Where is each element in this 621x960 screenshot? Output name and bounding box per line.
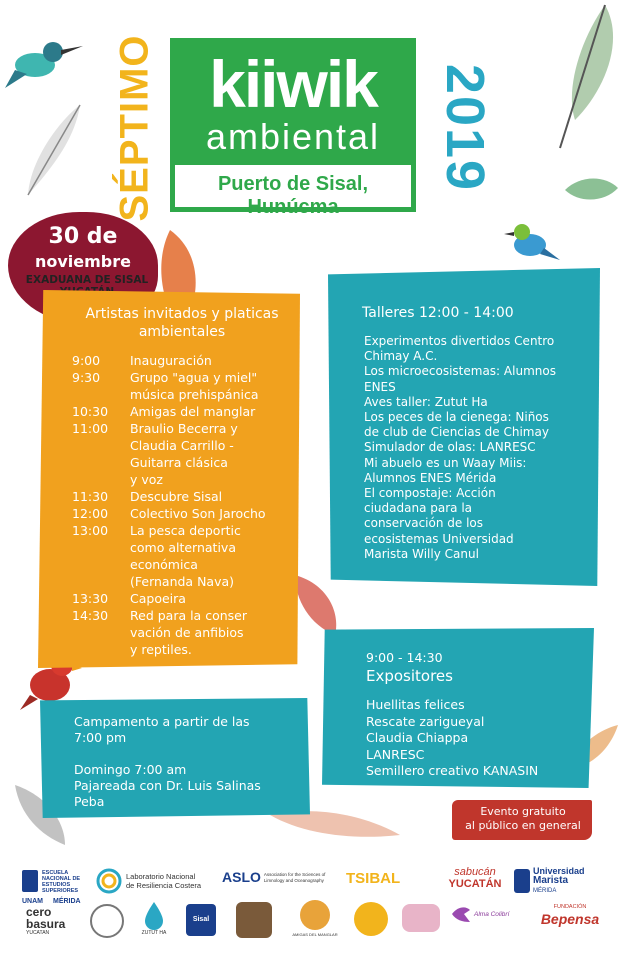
aslo-logo: [222, 869, 342, 885]
artistas-schedule: [72, 352, 302, 658]
campamento-text: [74, 714, 304, 810]
schedule-row: [72, 573, 302, 590]
taller-line: Los peces de la cienega: Niños: [364, 410, 549, 425]
schedule-activity: (Fernanda Nava): [130, 574, 235, 589]
campamento-line2: 7:00 pm: [74, 730, 127, 745]
sisal-label: Sisal: [192, 916, 210, 923]
lab-line2: de Resiliencia Costera: [126, 881, 202, 890]
schedule-row: [72, 437, 302, 454]
schedule-row: [72, 488, 302, 505]
free-event-text: [456, 805, 590, 833]
sabucan-bottom: YUCATÁN: [448, 878, 502, 890]
enes-line2: NACIONAL DE: [42, 876, 81, 882]
schedule-activity: Red para la conser: [130, 608, 247, 623]
schedule-row: [72, 369, 302, 386]
expositores-title: Expositores: [366, 667, 453, 685]
event-place: Puerto de Sisal, Hunúcma: [217, 173, 369, 218]
schedule-time: 13:00: [72, 523, 109, 538]
sisal-logo: [186, 904, 216, 936]
schedule-activity: Colectivo Son Jarocho: [130, 506, 266, 521]
schedule-activity: como alternativa: [130, 540, 236, 555]
seal-logo-1: [90, 904, 124, 938]
schedule-time: 13:30: [72, 591, 109, 606]
campamento-line5: Peba: [74, 794, 105, 809]
schedule-time: 14:30: [72, 608, 109, 623]
schedule-row: [72, 471, 302, 488]
marista-m-icon: [514, 869, 530, 893]
feather-decoration-topright: [545, 0, 621, 150]
seal-logo-3: [354, 902, 388, 936]
badge-line2: al público en general: [465, 819, 581, 832]
schedule-row: [72, 590, 302, 607]
cero-label: cero: [26, 905, 52, 919]
taller-line: Experimentos divertidos Centro: [364, 334, 555, 348]
schedule-row: [72, 522, 302, 539]
cero-basura-logo: [26, 906, 65, 936]
lab-line1: Laboratorio Nacional: [126, 872, 196, 881]
talleres-title: Talleres 12:00 - 14:00: [362, 305, 514, 321]
schedule-activity: Amigas del manglar: [130, 404, 256, 419]
zutut-label: ZUTUT HA: [141, 930, 167, 936]
taller-line: ciudadana para la: [364, 501, 473, 516]
unam-enes-logo: [22, 870, 92, 906]
lanresc-logo: [96, 868, 216, 894]
schedule-time: [72, 556, 130, 573]
taller-line: Los microecosistemas: Alumnos: [364, 364, 556, 379]
expositores-time: 9:00 - 14:30: [366, 650, 443, 665]
expositores-list: [366, 697, 586, 780]
bepensa-label: Bepensa: [540, 911, 600, 927]
schedule-activity: La pesca deportic: [130, 523, 241, 538]
alma-label: Alma Colibrí: [474, 910, 510, 918]
schedule-activity: Guitarra clásica: [130, 455, 228, 470]
schedule-activity: económica: [130, 557, 198, 572]
schedule-activity: Capoeira: [130, 591, 186, 606]
schedule-row: [72, 556, 302, 573]
expositor-item: LANRESC: [366, 746, 425, 762]
zutut-ha-logo: [136, 900, 172, 936]
edition-label: SÉPTIMO: [112, 33, 157, 222]
badge-line1: Evento gratuito: [480, 805, 566, 818]
bird-perched-icon: [500, 210, 560, 270]
expositor-item: Rescate zarigueyal: [366, 713, 485, 729]
schedule-activity: y voz: [130, 472, 163, 487]
schedule-time: [72, 386, 130, 403]
taller-line: ENES: [364, 379, 396, 394]
venue-line1: EXADUANA DE SISAL: [25, 274, 149, 286]
schedule-row: [72, 352, 302, 369]
expositor-item: Claudia Chiappa: [366, 730, 469, 745]
schedule-time: [72, 573, 130, 590]
schedule-time: 9:00: [72, 353, 101, 368]
taller-line: Mi abuelo es un Waay Miis:: [364, 455, 527, 470]
bird-kingfisher-icon: [5, 30, 85, 90]
marista-line3: MÉRIDA: [533, 888, 557, 894]
logo-brand: kiiwik: [209, 47, 377, 121]
schedule-activity: Braulio Becerra y: [130, 421, 238, 436]
schedule-row: [72, 403, 302, 420]
seal-logo-2: [236, 902, 272, 938]
taller-line: conservación de los: [364, 516, 484, 531]
schedule-row: [72, 454, 302, 471]
enes-line3: ESTUDIOS: [42, 882, 71, 888]
artistas-title: [62, 305, 302, 341]
expositor-item: Huellitas felices: [366, 697, 465, 712]
date-month: noviembre: [34, 252, 131, 271]
schedule-time: 12:00: [72, 506, 109, 521]
talleres-list: [364, 334, 594, 562]
schedule-activity: música prehispánica: [130, 387, 259, 402]
campamento-line1: Campamento a partir de las: [74, 714, 250, 729]
schedule-time: 9:30: [72, 370, 101, 385]
schedule-activity: Grupo "agua y miel": [130, 370, 258, 385]
marista-line1: Universidad: [533, 866, 585, 876]
aslo-sub2: Limnology and Oceanography: [263, 877, 324, 883]
yucatan-label: YUCATAN: [26, 930, 50, 936]
campamento-line4: Pajareada con Dr. Luis Salinas: [74, 778, 261, 793]
schedule-activity: Descubre Sisal: [130, 489, 223, 504]
taller-line: ecosistemas Universidad: [364, 531, 514, 546]
taller-line: Marista Willy Canul: [364, 546, 479, 561]
merida-label: MÉRIDA: [53, 898, 81, 905]
schedule-row: [72, 641, 302, 658]
schedule-time: [72, 454, 130, 471]
feather-decoration-right: [560, 170, 620, 210]
year-label: 2019: [435, 63, 495, 192]
marista-logo: [514, 866, 614, 896]
schedule-activity: Inauguración: [130, 353, 212, 368]
fundacion-label: FUNDACIÓN: [553, 904, 587, 910]
basura-label: basura: [26, 917, 66, 931]
unam-label: UNAM: [22, 898, 43, 905]
marista-line2: Marista: [533, 875, 569, 886]
schedule-row: [72, 386, 302, 403]
taller-line: Aves taller: Zutut Ha: [364, 394, 488, 409]
alma-colibri-logo: [450, 902, 520, 926]
schedule-time: [72, 437, 130, 454]
schedule-time: [72, 539, 130, 556]
schedule-time: 10:30: [72, 404, 109, 419]
expositor-item: Semillero creativo KANASIN: [366, 763, 539, 778]
sponsors-strip: [0, 862, 621, 960]
schedule-row: [72, 539, 302, 556]
enes-line1: ESCUELA: [42, 870, 69, 876]
schedule-time: [72, 624, 130, 641]
schedule-time: 11:00: [72, 421, 109, 436]
schedule-time: [72, 471, 130, 488]
feather-decoration-left: [20, 100, 90, 200]
kiiwik-logo: [170, 38, 416, 218]
schedule-row: [72, 624, 302, 641]
campamento-line3: Domingo 7:00 am: [74, 762, 187, 777]
logo-subtitle: ambiental: [205, 116, 381, 157]
amigas-label: AMIGAS DEL MANGLAR: [292, 932, 338, 937]
sabucan-logo: [440, 866, 510, 890]
sabucan-top: sabucán: [454, 866, 496, 878]
taller-line: Alumnos ENES Mérida: [364, 470, 497, 485]
artistas-title-line2: ambientales: [138, 324, 226, 340]
schedule-activity: Claudia Carrillo -: [130, 438, 234, 453]
unam-crest-icon: [22, 870, 38, 892]
bepensa-logo: [530, 904, 610, 927]
aslo-sub1: Association for the Sciences of: [263, 872, 326, 877]
aslo-label: ASLO: [222, 869, 261, 885]
water-drop-icon: [143, 900, 165, 930]
schedule-time: 11:30: [72, 489, 109, 504]
taller-line: Simulador de olas: LANRESC: [364, 440, 536, 455]
schedule-row: [72, 607, 302, 624]
schedule-row: [72, 420, 302, 437]
hummingbird-icon: [450, 902, 472, 926]
enes-line4: SUPERIORES: [42, 888, 79, 894]
taller-line: Chimay A.C.: [364, 349, 438, 364]
schedule-time: [72, 641, 130, 658]
artistas-title-line1: Artistas invitados y platicas: [85, 306, 279, 322]
colorful-logo: [402, 904, 440, 932]
amigas-manglar-logo: [290, 900, 340, 937]
manglar-tree-icon: [300, 900, 330, 930]
taller-line: El compostaje: Acción: [364, 486, 496, 501]
lanresc-swirl-icon: [96, 868, 122, 894]
taller-line: de club de Ciencias de Chimay: [364, 425, 549, 440]
date-day: 30 de: [48, 224, 118, 249]
tsibal-logo: TSIBAL: [346, 870, 401, 887]
schedule-row: [72, 505, 302, 522]
schedule-activity: y reptiles.: [130, 642, 192, 657]
schedule-activity: vación de anfibios: [130, 625, 244, 640]
